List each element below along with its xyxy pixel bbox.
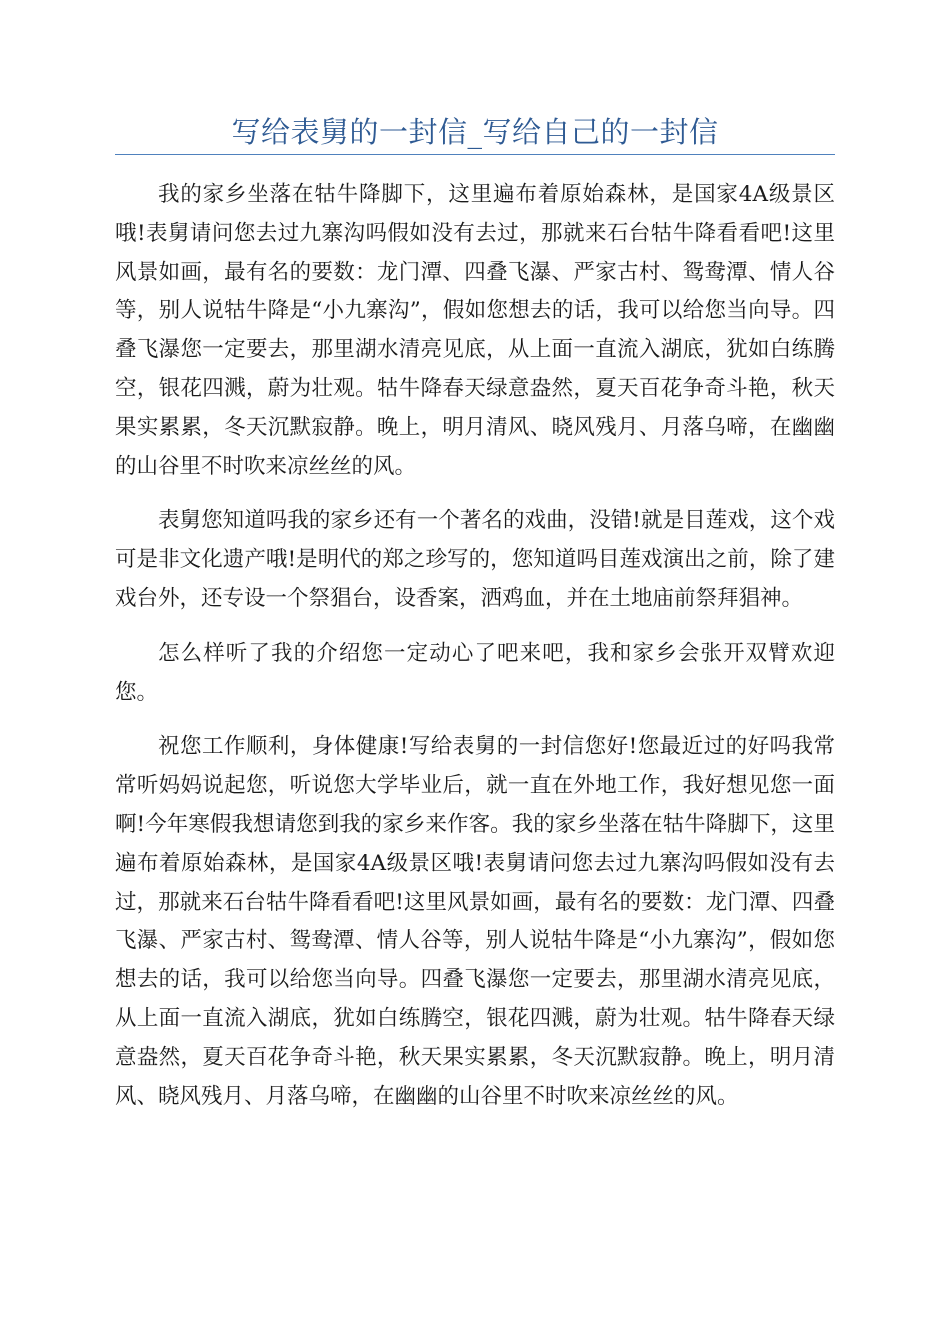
paragraph-4: 祝您工作顺利，身体健康!写给表舅的一封信您好!您最近过的好吗我常常听妈妈说起您，听说您大学毕业后，就一直在外地工作，我好想见您一面啊!今年寒假我想请您到我的家乡来作客。我的家乡坐落在牯牛降脚下，这里遍布着原始森林，是国家4A级景区哦!表舅请问您去过九寨沟吗假如没有去过，那就来石台牯牛降看看吧!这里风景如画，最有名的要数：龙门潭、四叠飞瀑、严家古村、鸳鸯潭、情人谷等，别人说牯牛降是“小九寨沟”，假如您想去的话，我可以给您当向导。四叠飞瀑您一定要去，那里湖水清亮见底，从上面一直流入湖底，犹如白练腾空，银花四溅，蔚为壮观。牯牛降春天绿意盎然，夏天百花争奇斗艳，秋天果实累累，冬天沉默寂静。晚上，明月清风、晓风残月、月落乌啼，在幽幽的山谷里不时吹来凉丝丝的风。 [115, 734, 835, 1109]
title-underline [115, 154, 835, 155]
document-body [115, 176, 835, 1132]
paragraph-3: 怎么样听了我的介绍您一定动心了吧来吧，我和家乡会张开双臂欢迎您。 [115, 640, 835, 705]
paragraph-1: 我的家乡坐落在牯牛降脚下，这里遍布着原始森林，是国家4A级景区哦!表舅请问您去过九寨沟吗假如没有去过，那就来石台牯牛降看看吧!这里风景如画，最有名的要数：龙门潭、四叠飞瀑、严家古村、鸳鸯潭、情人谷等，别人说牯牛降是“小九寨沟”，假如您想去的话，我可以给您当向导。四叠飞瀑您一定要去，那里湖水清亮见底，从上面一直流入湖底，犹如白练腾空，银花四溅，蔚为壮观。牯牛降春天绿意盎然，夏天百花争奇斗艳，秋天果实累累，冬天沉默寂静。晚上，明月清风、晓风残月、月落乌啼，在幽幽的山谷里不时吹来凉丝丝的风。 [115, 182, 835, 479]
paragraph-2: 表舅您知道吗我的家乡还有一个著名的戏曲，没错!就是目莲戏，这个戏可是非文化遗产哦!是明代的郑之珍写的，您知道吗目莲戏演出之前，除了建戏台外，还专设一个祭猖台，设香案，洒鸡血，并在土地庙前祭拜猖神。 [115, 508, 835, 611]
document-title: 写给表舅的一封信_写给自己的一封信 [231, 115, 719, 149]
